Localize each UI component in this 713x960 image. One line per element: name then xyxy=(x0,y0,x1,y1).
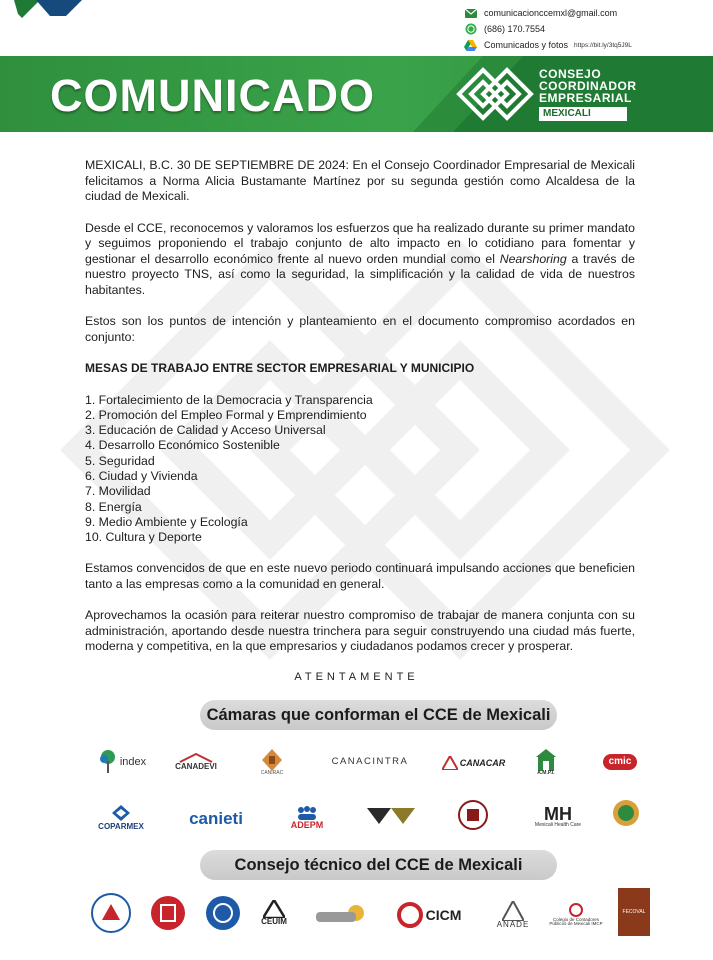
contact-email[interactable] xyxy=(464,5,709,21)
list-item: 4. Desarrollo Económico Sostenible xyxy=(85,438,280,453)
colegio-economistas-emblem-icon xyxy=(312,902,372,928)
anade-logo-text: ANADE xyxy=(496,920,530,929)
imcp-flower-icon xyxy=(567,902,585,918)
mexicali-health-care-logo xyxy=(530,798,586,834)
google-drive-icon xyxy=(464,40,477,51)
canacar-logo-text: CANACAR xyxy=(459,757,506,768)
paragraph-recognition-part1: Desde el CCE, reconocemos y valoramos los esfuerzos que ha realizado durante su primer mandato y seguimos proponiendo el trabajo conjunto de alto impacto en lo cotidiano para fomentar y gestionar el desarrollo económico frente al nuevo orden mundial como el xyxy=(85,220,635,266)
coparmex-logo xyxy=(88,800,154,836)
anade-logo xyxy=(490,896,536,934)
cmic-logo-text: cmic xyxy=(603,754,638,770)
ampi-logo-text: A.M.P.I. xyxy=(537,769,555,776)
list-item: 6. Ciudad y Vivienda xyxy=(85,468,198,483)
adepm-logo-text: ADEPM xyxy=(290,819,324,830)
round-emblem-icon xyxy=(612,799,640,827)
org-name-block xyxy=(539,68,689,121)
adepm-people-icon xyxy=(296,805,318,821)
canacar-emblem-icon xyxy=(442,756,458,770)
org-line-1: CONSEJO xyxy=(539,67,602,81)
imcp-logo xyxy=(546,893,606,935)
mexicali-health-care-logo-text: Mexicali Health Care xyxy=(534,821,582,828)
camaras-section-title: Cámaras que conforman el CCE de Mexicali xyxy=(200,700,557,730)
list-item: 2. Promoción del Empleo Formal y Emprendimiento xyxy=(85,407,367,422)
list-item: 3. Educación de Calidad y Acceso Universal xyxy=(85,423,326,438)
list-item: 10. Cultura y Deporte xyxy=(85,530,202,545)
canirac-logo-text: CANIRAC xyxy=(260,769,284,776)
org-line-3: EMPRESARIAL xyxy=(539,91,632,105)
section-heading: MESAS DE TRABAJO ENTRE SECTOR EMPRESARIAL Y MUNICIPIO xyxy=(85,361,475,375)
colegio-logo xyxy=(448,796,498,834)
email-icon xyxy=(464,8,477,19)
cce-logo-icon xyxy=(455,66,535,122)
colegio-emblem-icon xyxy=(457,799,489,831)
cicm-logo-text: CICM xyxy=(425,907,462,923)
contact-photos[interactable] xyxy=(464,37,709,53)
mhc-monogram: MH xyxy=(544,803,572,824)
canacar-logo xyxy=(436,752,511,774)
contact-photos-text: Comunicados y fotos xyxy=(484,40,569,50)
fecoval-logo-text: FECOVAL xyxy=(622,908,646,915)
closing-salutation: ATENTAMENTE xyxy=(294,671,419,683)
ceuim-logo xyxy=(254,893,294,933)
colegio-arquitectos-logo xyxy=(148,893,188,933)
imcp-logo-text: Colegio de Contadores Públicos de Mexicali IMCP xyxy=(549,916,603,926)
list-item: 5. Seguridad xyxy=(85,453,155,468)
cicm-logo xyxy=(388,898,470,932)
ampi-house-icon xyxy=(536,749,556,771)
adepm-logo xyxy=(282,798,332,836)
coparmex-emblem-icon xyxy=(112,805,130,821)
contact-phone-text: (686) 170.7554 xyxy=(484,24,546,34)
whatsapp-icon xyxy=(464,24,477,35)
letter-body xyxy=(85,158,635,655)
canacintra-logo xyxy=(320,752,420,772)
canadevi-logo-text: CANADEVI xyxy=(175,762,217,771)
paragraph-conviction: Estamos convencidos de que en este nuevo periodo continuará impulsando acciones que beneficien tanto a las empresas como a la comunidad en general. xyxy=(85,561,635,591)
top-bar xyxy=(0,0,713,56)
comunicado-banner xyxy=(0,56,713,132)
coparmex-logo-text: COPARMEX xyxy=(98,822,144,831)
paragraph-closing: Aprovechamos la ocasión para reiterar nuestro compromiso de trabajar de manera conjunta con su administración, aportando desde nuestra trinchera para seguir construyendo una ciudad más fuerte, moderna y competitiva, en la que empresarios y ciudadanos podamos crecer y prosperar. xyxy=(85,608,635,654)
contact-photos-link[interactable]: https://bit.ly/3tq5J9L xyxy=(574,41,632,49)
colegio-topografos-emblem-icon xyxy=(205,895,241,931)
colegio-economistas-logo xyxy=(310,898,374,932)
contact-phone[interactable] xyxy=(464,21,709,37)
colegio-arquitectos-emblem-icon xyxy=(150,895,186,931)
list-item: 8. Energía xyxy=(85,499,142,514)
agentes-aduanales-emblem-icon xyxy=(367,806,415,826)
list-item: 7. Movilidad xyxy=(85,484,151,499)
work-tables-list xyxy=(85,393,635,546)
fecoval-logo xyxy=(618,888,650,936)
canacintra-logo-text: CANACINTRA xyxy=(331,756,409,768)
nearshoring-term: Nearshoring xyxy=(499,251,567,266)
round-emblem-logo xyxy=(608,796,644,830)
canieti-logo xyxy=(180,806,252,830)
index-logo-text: index xyxy=(119,755,147,768)
cicm-emblem-icon xyxy=(397,902,423,928)
tree-icon xyxy=(98,749,118,775)
cmic-logo xyxy=(594,744,646,780)
canirac-logo xyxy=(252,744,292,780)
canirac-emblem-icon xyxy=(262,749,282,771)
contact-email-text: comunicacionccemxl@gmail.com xyxy=(484,8,618,18)
index-logo xyxy=(92,745,152,779)
colegio-ingenieros-emblem-icon xyxy=(90,892,132,934)
anade-emblem-icon xyxy=(502,901,524,921)
cce-corner-mark-icon xyxy=(0,0,90,22)
colegio-topografos-logo xyxy=(202,893,244,933)
banner-title: COMUNICADO xyxy=(50,70,375,121)
paragraph-opening: MEXICALI, B.C. 30 DE SEPTIEMBRE DE 2024: En el Consejo Coordinador Empresarial de Mexicali felicitamos a Norma Alicia Bustamante Martínez por su segunda gestión como Alcaldesa de la ciudad de Mexicali. xyxy=(85,158,635,203)
paragraph-intro-points: Estos son los puntos de intención y planteamiento en el documento compromiso acordados en conjunto: xyxy=(85,314,635,344)
colegio-ingenieros-logo xyxy=(88,890,134,936)
list-item: 1. Fortalecimiento de la Democracia y Transparencia xyxy=(85,392,373,407)
ceuim-logo-text: CEUIM xyxy=(261,917,287,926)
list-item: 9. Medio Ambiente y Ecología xyxy=(85,514,248,529)
contact-info xyxy=(464,5,709,53)
org-line-2: COORDINADOR xyxy=(539,79,637,93)
ceuim-emblem-icon xyxy=(263,900,285,918)
paragraph-recognition-part2: a través de nuestro proyecto TNS, así como la seguridad, la simplificación y la calidad de vida de nuestros habitantes. xyxy=(85,251,635,297)
agentes-aduanales-logo xyxy=(362,800,420,832)
ampi-logo xyxy=(520,744,572,780)
paragraph-recognition xyxy=(85,221,635,299)
canadevi-logo xyxy=(168,748,224,776)
canieti-logo-text: canieti xyxy=(189,808,243,828)
city-tag: MEXICALI xyxy=(539,107,627,121)
consejo-tecnico-section-title: Consejo técnico del CCE de Mexicali xyxy=(200,850,557,880)
